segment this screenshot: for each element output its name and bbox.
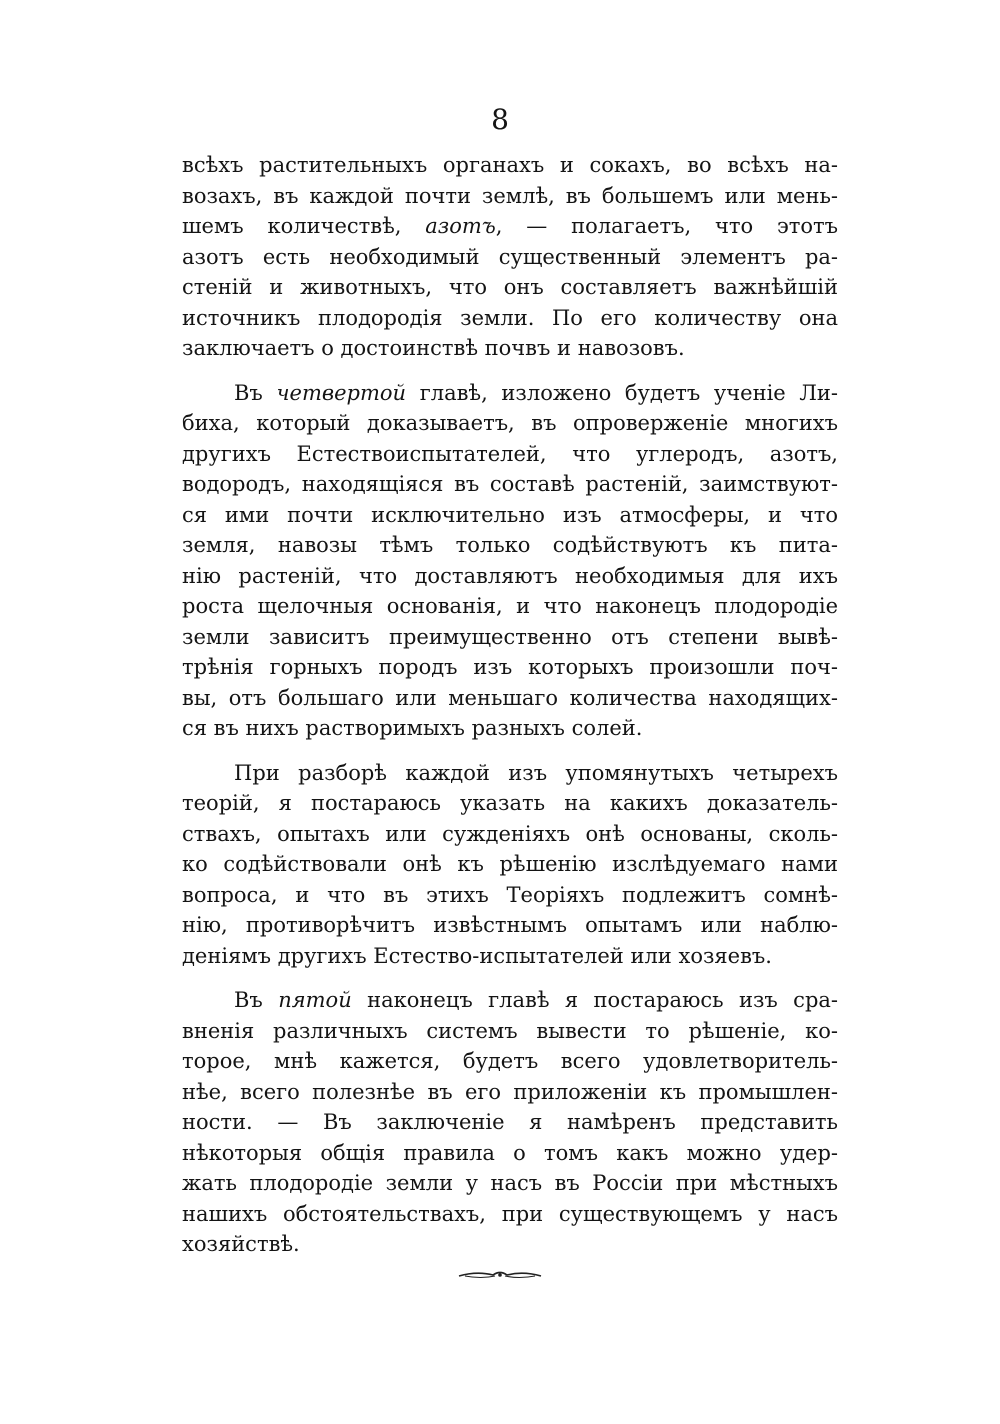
paragraph-gap (182, 744, 838, 758)
paragraph (182, 758, 838, 972)
text-line: вненія различныхъ системъ вывести то рѣшеніе, ко- (182, 1018, 838, 1043)
text-line: ся въ нихъ растворимыхъ разныхъ солей. (182, 716, 643, 740)
text-line: возахъ, въ каждой почти землѣ, въ большемъ или мень- (182, 183, 838, 208)
flourish-icon (455, 1269, 545, 1281)
text-line: другихъ Естествоиспытателей, что углеродъ, азотъ, (182, 441, 838, 466)
text-line: ко содѣйствовали онѣ къ рѣшенію изслѣдуемаго нами (182, 852, 838, 876)
text-line: трѣнія горныхъ породъ изъ которыхъ произошли поч- (182, 655, 838, 679)
text-line: водородъ, находящіяся въ составѣ растеній, заимствуют- (182, 472, 838, 496)
text-line: земли зависитъ преимущественно отъ степени вывѣ- (182, 624, 838, 649)
text-line: земля, навозы тѣмъ только содѣйствуютъ къ пита- (182, 533, 838, 557)
text-line: биха, который доказываетъ, въ опроверженіе многихъ (182, 411, 838, 435)
text-line: нію растеній, что доставляютъ необходимыя для ихъ (182, 563, 838, 588)
text-line: азотъ есть необходимый существенный элементъ ра- (182, 244, 838, 269)
text-line: роста щелочныя основанія, и что наконецъ плодородіе (182, 594, 838, 618)
paragraph (182, 150, 838, 364)
text-line: Въ пятой наконецъ главѣ я постараюсь изъ сра- (234, 988, 838, 1012)
ornament-divider (0, 1266, 1000, 1285)
text-line: стеній и животныхъ, что онъ составляетъ важнѣйшій (182, 275, 838, 299)
text-line: нашихъ обстоятельствахъ, при существующемъ у насъ (182, 1201, 838, 1226)
text-line: хозяйствѣ. (182, 1232, 300, 1256)
italic-term: пятой (278, 988, 352, 1012)
text-line: ствахъ, опытахъ или сужденіяхъ онѣ основаны, сколь- (182, 821, 838, 846)
italic-term: азотъ (425, 214, 496, 238)
italic-term: четвертой (276, 380, 407, 405)
paragraph-gap (182, 364, 838, 378)
text-line: Въ четвертой главѣ, изложено будетъ ученіе Ли- (234, 380, 839, 405)
text-line: вопроса, и что въ этихъ Теоріяхъ подлежитъ сомнѣ- (182, 882, 838, 907)
text-line: При разборѣ каждой изъ упомянутыхъ четырехъ (234, 760, 838, 785)
text-line: ся ими почти исключительно изъ атмосферы, и что (182, 502, 838, 527)
text-line: ности. — Въ заключеніе я намѣренъ представить (182, 1110, 838, 1134)
text-line: деніямъ другихъ Естество-испытателей или хозяевъ. (182, 943, 772, 968)
text-column (182, 150, 838, 1260)
paragraph-gap (182, 971, 838, 985)
paragraph (182, 378, 838, 744)
text-line: теорій, я постараюсь указать на какихъ доказатель- (182, 791, 838, 815)
text-line: вы, отъ большаго или меньшаго количества находящих- (182, 685, 838, 710)
text-line: всѣхъ растительныхъ органахъ и сокахъ, во всѣхъ на- (182, 153, 838, 177)
paragraph (182, 985, 838, 1260)
text-line: источникъ плодородія земли. По его количеству она (182, 305, 838, 330)
text-line: шемъ количествѣ, азотъ, — полагаетъ, что этотъ (182, 214, 838, 238)
page-number: 8 (491, 103, 509, 136)
text-line: нѣе, всего полезнѣе въ его приложеніи къ промышлен- (182, 1079, 838, 1104)
text-line: заключаетъ о достоинствѣ почвъ и навозовъ. (182, 336, 685, 360)
text-line: торое, мнѣ кажется, будетъ всего удовлетворитель- (182, 1049, 838, 1073)
text-line: жать плодородіе земли у насъ въ Россіи при мѣстныхъ (182, 1171, 838, 1195)
text-line: нію, противорѣчитъ извѣстнымъ опытамъ или наблю- (182, 913, 838, 937)
text-line: нѣкоторыя общія правила о томъ какъ можно удер- (182, 1140, 838, 1165)
